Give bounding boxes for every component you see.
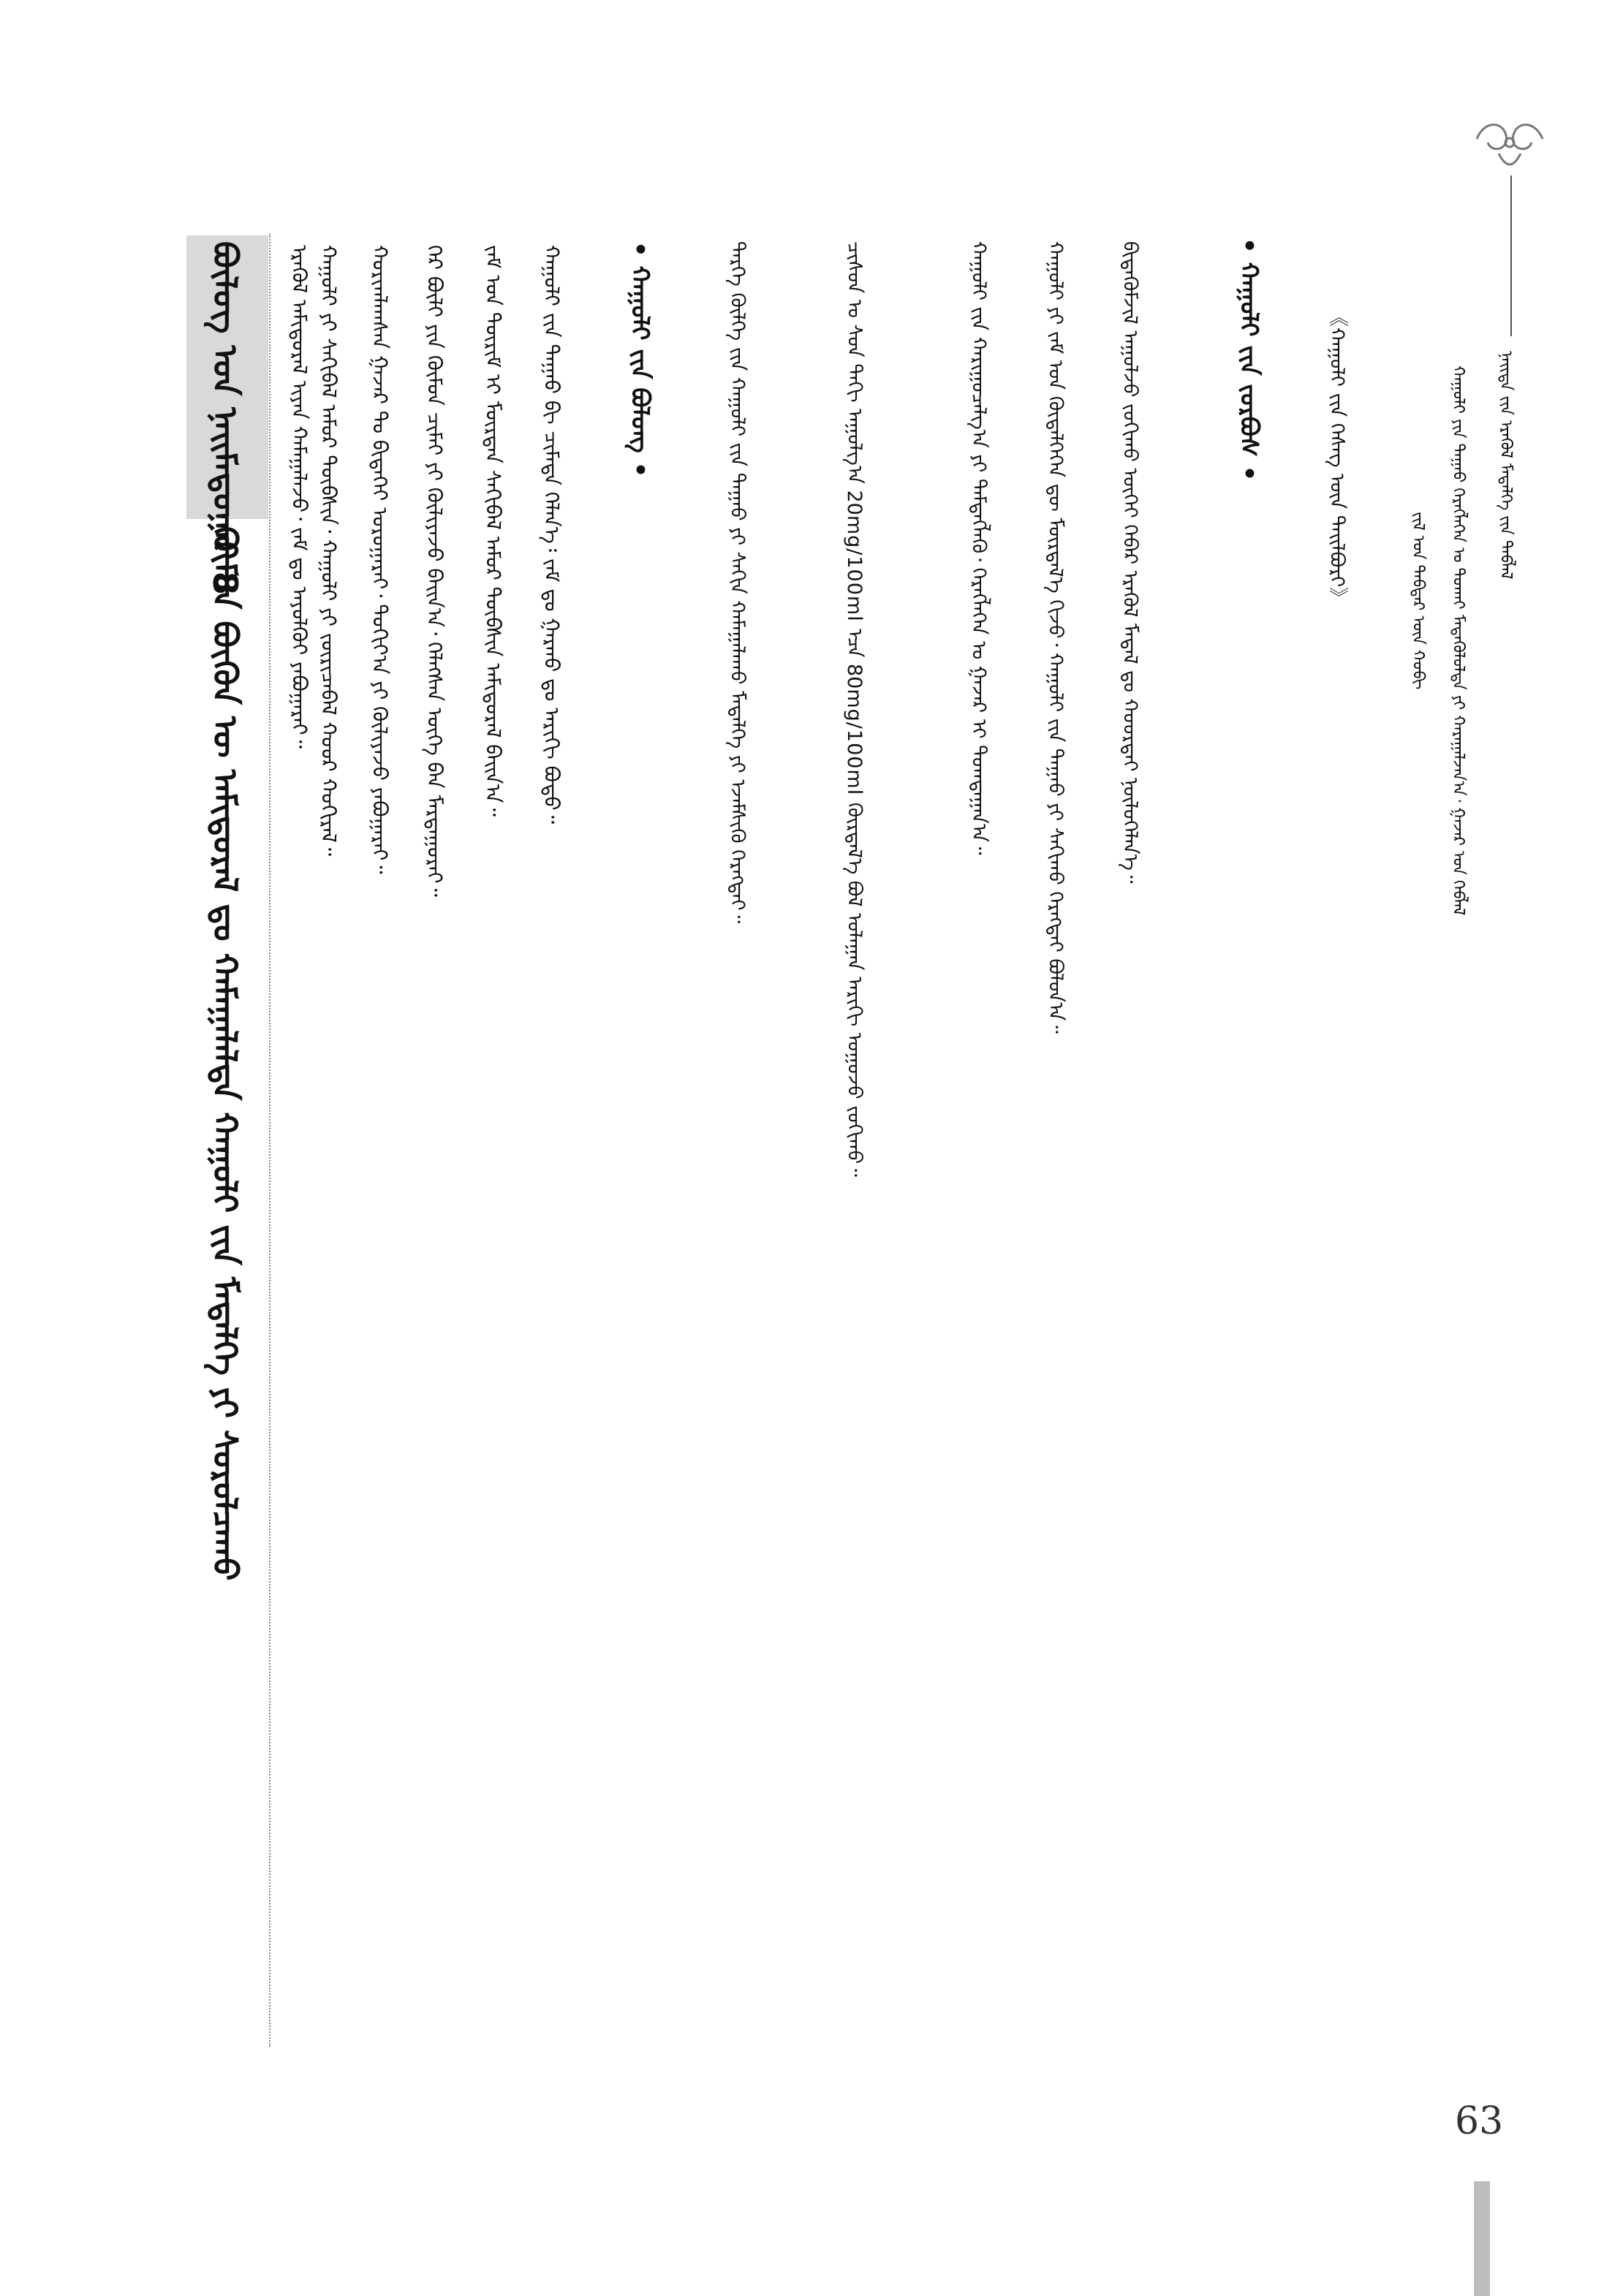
verse-line: ᠬᠣᠷᠢᠭᠯᠠᠭᠰᠠᠨ ᠭᠠᠵᠠᠷ ᠲᠤ ᠪᠢᠲᠡᠭᠡᠢ ᠣᠷᠣᠭᠠᠷᠠᠢ᠂ ᠳᠣᠬᠢᠶ᠎ᠠ ᠶᠢ ᠬᠦᠯᠢᠶᠡᠵᠦ ᠶᠠᠪᠤᠭᠠᠷᠠᠢ᠃ — [368, 245, 392, 874]
paragraph-line: ᠬᠠᠭᠤᠯᠢ ᠶᠢ ᠵᠠᠮ ᠤᠨ ᠬᠥᠳᠡᠯᠭᠡᠭᠡᠨ ᠳᠦ ᠮᠦᠷᠳᠡᠯ᠎ᠡ ᠬᠢᠵᠦ᠂ ᠬᠠᠭᠤᠯᠢ ᠵᠢᠨ ᠳᠠᠭᠠᠤ ᠶᠢ ᠰᠠᠬᠢᠬᠤ ᠬᠡᠷᠡᠭᠲᠡᠢ ᠪᠣᠯᠤᠨ᠎ᠠ᠃ — [1044, 241, 1067, 1034]
verse-line: ᠬᠠᠭᠤᠯᠢ ᠶᠢ ᠰᠠᠬᠢᠪᠠᠯ ᠠᠮᠤᠷ ᠲᠦᠪᠰᠢᠨ᠂ ᠬᠠᠭᠤᠯᠢ ᠶᠢ ᠵᠥᠷᠢᠴᠡᠪᠡᠯ ᠬᠣᠣᠷ ᠬᠣᠬᠢᠷᠠᠯ᠃ — [317, 245, 341, 857]
scroll-ornament-icon — [1469, 110, 1550, 175]
page-number: 63 — [1455, 2099, 1504, 2143]
paragraph-line: ᠬᠠᠭᠤᠯᠢ ᠵᠢᠨ ᠬᠠᠷᠢᠭᠤᠴᠠᠯᠭ᠎ᠠ ᠶᠢ ᠲᠡᠮᠳᠡᠭᠯᠡᠬᠦ᠂ ᠬᠡᠷᠡᠭᠯᠡᠭᠡᠨ ᠤ ᠭᠠᠵᠠᠷ ᠢ ᠲᠤᠭᠳᠠᠭᠠᠨ᠎ᠠ᠃ — [967, 241, 990, 855]
paragraph-line: ᠲᠡᠷᠭᠡ ᠬᠦᠯᠭᠡ ᠵᠢᠨ ᠬᠠᠭᠤᠯᠢ ᠵᠢᠨ ᠳᠠᠭᠠᠤ ᠶᠢ ᠰᠠᠬᠢᠨ ᠬᠠᠮᠠᠭᠠᠯᠠᠬᠤ ᠮᠡᠳᠡᠯᠭᠡ ᠶᠢ ᠡᠵᠡᠮᠰᠢᠬᠦ ᠬᠡᠷᠡᠭᠲᠡᠢ᠃ — [726, 241, 749, 924]
verse-line: ᠬᠠᠭᠤᠯᠢ ᠵᠢᠨ ᠳᠠᠭᠠᠤ ᠪᠢ ᠴᠢᠮᠠᠳᠠ ᠬᠡᠯᠡᠨ᠎ᠡ᠄ ᠵᠠᠮ ᠳᠤ ᠭᠠᠷᠬᠤ ᠳᠤ ᠠᠷᠢᠬᠢ ᠪᠤᠳᠤ᠃ — [540, 245, 564, 825]
verse-line: ᠡᠷᠡᠭᠦᠯ ᠠᠮᠢᠳᠤᠷᠠᠯ ᠢᠶᠠᠨ ᠬᠠᠮᠠᠭᠠᠯᠠᠵᠤ᠂ ᠵᠠᠮ ᠳᠤ ᠠᠶᠤᠯᠭᠦᠢ ᠶᠠᠪᠤᠭᠠᠷᠠᠢ᠃ — [287, 245, 311, 749]
paragraph-line: ᠪᠢᠲᠡᠭᠦᠮᠵᠢᠯ ᠠᠭᠤᠯᠵᠤ ᠵᠤᠬᠢᠬᠤ ᠦᠬᠡᠢ ᠬᠡᠪᠡᠷ ᠡᠷᠡᠭᠦᠯ ᠮᠡᠳᠡᠯ ᠳᠤ ᠬᠣᠣᠷᠲᠠᠢ ᠨᠥᠯᠦᠭᠡᠯᠡᠨ᠎ᠡ᠃ — [1119, 241, 1141, 884]
title-divider — [269, 234, 270, 2047]
section-heading-2: • ᠬᠠᠭᠤᠯᠢ ᠵᠢᠨ ᠪᠤᠯᠤᠩ • — [625, 241, 654, 478]
chapter-band-label: ᠪᠦᠯᠦᠭ ᠤᠨ ᠨᠠᠢᠮᠠᠳᠤᠭᠠᠷ 8 — [205, 241, 245, 595]
chapter-title: ᠬᠦᠮᠦᠨ ᠪᠦᠬᠦᠨ ᠦ ᠠᠮᠢᠳᠤᠷᠠᠯ ᠳᠤ ᠬᠠᠮᠠᠭᠠᠯᠠᠯᠲᠠ ᠬᠠᠭᠤᠯᠢ ᠵᠢᠨ ᠮᠡᠳᠡᠯᠭᠡ ᠶᠢ ᠰᠤᠷᠤᠯᠴᠠᠬᠤ — [205, 526, 245, 1581]
header-rule — [1510, 175, 1512, 336]
footnote-source: 《ᠬᠠᠭᠤᠯᠢ ᠵᠢᠨ ᠬᠡᠰᠡᠭ ᠦᠨ ᠲᠠᠢᠯᠪᠤᠷᠢ》 — [1325, 307, 1348, 608]
paragraph-line: ᠴᠢᠰᠤᠨ ᠤ ᠰᠣᠨ ᠳᠡᠬᠢ ᠠᠭᠤᠯᠭ᠎ᠠ 20mg/100ml ᠡᠴᠡ 80mg/100ml ᠬᠦᠷᠲᠡᠯ᠎ᠡ ᠪᠣᠯ ᠤᠯᠠᠭᠠᠨ ᠠᠷᠢᠬᠢ ᠤᠭᠤᠵᠤ ᠵᠤᠬᠢᠬᠤ᠃ — [843, 241, 866, 1177]
verse-line: ᠭᠡᠷ ᠪᠦᠯᠢ ᠶᠢᠨ ᠬᠦᠮᠦᠨ ᠴᠢᠮᠠᠢ ᠶᠢ ᠬᠦᠯᠢᠶᠡᠵᠦ ᠪᠠᠢᠨ᠎ᠠ᠂ ᠬᠡᠯᠡᠭᠰᠡᠨ ᠦᠭᠡ ᠪᠡᠨ ᠮᠠᠷᠲᠠᠭᠤᠷᠠᠢ᠃ — [423, 245, 447, 897]
footnote-1: ᠬᠠᠭᠤᠯᠢ ᠶᠢᠨ ᠳᠠᠭᠠᠤ ᠬᠡᠷᠡᠭᠯᠡᠭᠡᠨ ᠤ ᠲᠤᠬᠠᠢ ᠮᠡᠳᠡᠭᠦᠯᠦᠯᠲᠡ ᠶᠢ ᠬᠠᠷᠠᠭᠠᠯᠵᠠᠨ᠎ᠠ᠂ ᠭᠠᠵᠠᠷ ᠤᠨ ᠬᠡᠪᠯᠡᠯ — [1449, 365, 1467, 916]
verse-line: ᠵᠠᠮ ᠤᠨ ᠳᠦᠷᠢᠮ ᠢ ᠮᠥᠷᠳᠡᠨ ᠰᠠᠬᠢᠪᠠᠯ ᠠᠮᠤᠷ ᠳᠦᠪᠰᠢᠨ ᠠᠮᠢᠳᠤᠷᠠᠯ ᠪᠠᠢᠨ᠎ᠠ᠃ — [481, 245, 505, 817]
page-edge-tab — [1474, 2181, 1490, 2296]
section-heading-1: • ᠬᠠᠭᠤᠯᠢ ᠵᠢᠨ ᠵᠤᠷᠪᠤᠰ • — [1234, 238, 1263, 482]
footnote-2: ᠵᠢᠯ ᠤᠨ ᠳᠡᠪᠲᠡᠷ ᠦᠨ ᠬᠤᠪᠢ — [1409, 512, 1427, 690]
running-head: ᠨᠡᠢᠲᠡ ᠵᠢᠨ ᠡᠷᠡᠭᠦᠯ ᠮᠡᠳᠡᠯᠭᠡ ᠵᠢᠨ ᠲᠡᠪᠯᠡᠯ — [1497, 351, 1515, 580]
